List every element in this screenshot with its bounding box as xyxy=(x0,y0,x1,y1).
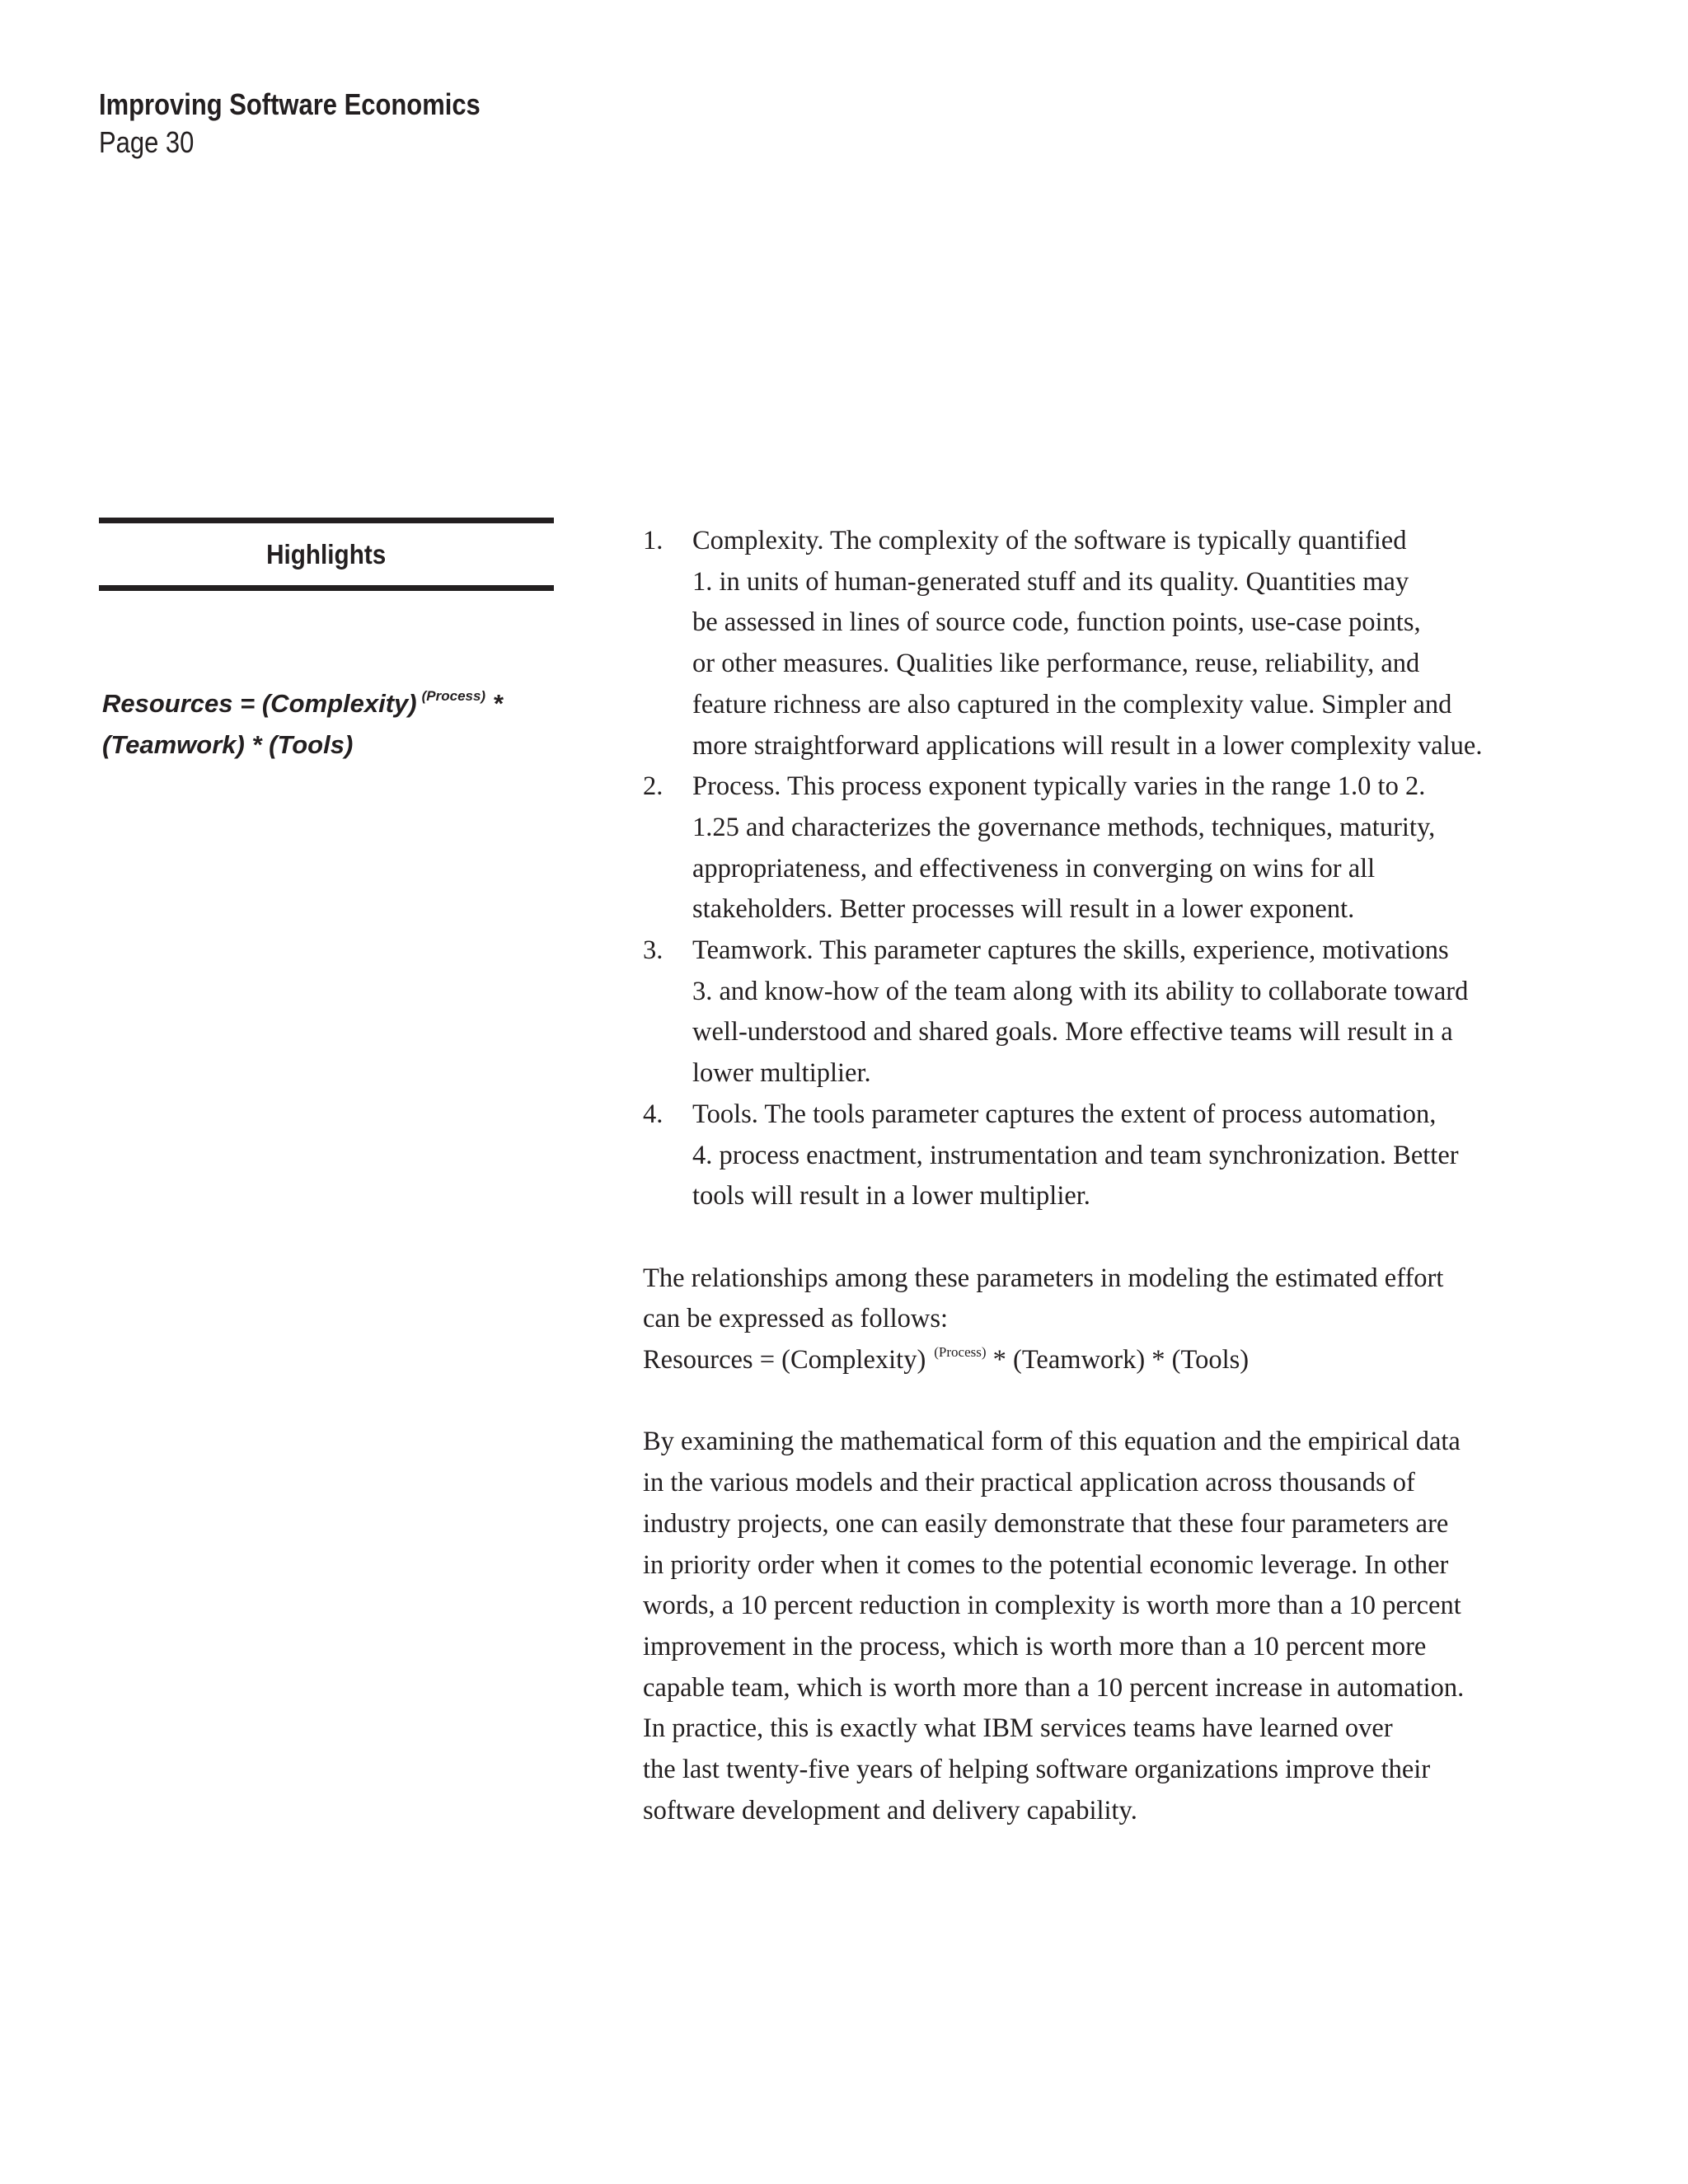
closing-paragraph xyxy=(643,1422,1558,1831)
highlights-title: Highlights xyxy=(266,538,387,569)
highlights-sidebar xyxy=(99,518,554,766)
list-number: 4. xyxy=(643,1099,663,1129)
list-line: 3. and know-how of the team along with its ability to collaborate toward xyxy=(692,976,1469,1006)
list-line: 1. Complexity. The complexity of the software is typically quantified xyxy=(643,521,1558,562)
document-title: Improving Software Economics xyxy=(99,87,481,121)
paragraph-line: in the various models and their practical application across thousands of xyxy=(643,1468,1415,1498)
paragraph-gap xyxy=(643,1217,1558,1258)
sidebar-formula-line-1 xyxy=(102,683,554,724)
list-line: 1.25 and characterizes the governance methods, techniques, maturity, xyxy=(692,812,1436,842)
paragraph-line: industry projects, one can easily demonstrate that these four parameters are xyxy=(643,1508,1449,1539)
list-item xyxy=(643,521,1558,766)
list-number: 1. xyxy=(643,526,663,555)
list-line: 3. Teamwork. This parameter captures the skills, experience, motivations xyxy=(643,930,1558,972)
list-line: 1. in units of human-generated stuff and its quality. Quantities may xyxy=(692,566,1409,597)
list-item xyxy=(643,766,1558,930)
paragraph-line: In practice, this is exactly what IBM services teams have learned over xyxy=(643,1713,1393,1744)
list-item xyxy=(643,1094,1558,1217)
sidebar-formula-base: Resources = (Complexity) xyxy=(102,689,417,718)
sidebar-formula-exponent: (Process) xyxy=(421,688,486,704)
paragraph-line: improvement in the process, which is worth more than a 10 percent more xyxy=(643,1631,1427,1661)
paragraph-line: words, a 10 percent reduction in complexity is worth more than a 10 percent xyxy=(643,1591,1461,1621)
list-line: 4. process enactment, instrumentation and team synchronization. Better xyxy=(692,1140,1459,1170)
formula-rest: * (Teamwork) * (Tools) xyxy=(986,1345,1250,1376)
paragraph-line: software development and delivery capability. xyxy=(643,1795,1137,1825)
relationships-paragraph xyxy=(643,1258,1558,1381)
list-line: or other measures. Qualities like performance, reuse, reliability, and xyxy=(692,649,1420,679)
list-item xyxy=(643,930,1558,1094)
list-line: 2. Process. This process exponent typically varies in the range 1.0 to 2. xyxy=(643,766,1558,808)
formula-base: Resources = (Complexity) xyxy=(643,1345,926,1376)
formula-exponent: (Process) xyxy=(934,1344,987,1361)
paragraph-line: the last twenty-five years of helping software organizations improve their xyxy=(643,1755,1431,1785)
page-number: Page 30 xyxy=(99,125,195,159)
list-line: well-understood and shared goals. More effective teams will result in a xyxy=(692,1017,1453,1047)
list-line: tools will result in a lower multiplier. xyxy=(692,1181,1090,1212)
highlights-box xyxy=(99,518,554,591)
resources-formula xyxy=(643,1340,1558,1381)
paragraph-line: capable team, which is worth more than a 10 percent increase in automation. xyxy=(643,1672,1465,1703)
list-line: feature richness are also captured in the complexity value. Simpler and xyxy=(692,689,1452,719)
list-number: 2. xyxy=(643,771,663,802)
sidebar-formula xyxy=(102,683,554,766)
list-line: be assessed in lines of source code, function points, use-case points, xyxy=(692,607,1421,638)
paragraph-line: in priority order when it comes to the potential economic leverage. In other xyxy=(643,1549,1449,1580)
main-text xyxy=(643,521,1558,1831)
sidebar-formula-line-2: (Teamwork) * (Tools) xyxy=(102,730,354,759)
paragraph-line: The relationships among these parameters in modeling the estimated effort xyxy=(643,1263,1444,1293)
list-line: more straightforward applications will result in a lower complexity value. xyxy=(692,730,1483,761)
parameter-list xyxy=(643,521,1558,1217)
paragraph-gap xyxy=(643,1381,1558,1422)
list-line: stakeholders. Better processes will result in a lower exponent. xyxy=(692,894,1355,925)
list-line: appropriateness, and effectiveness in converging on wins for all xyxy=(692,853,1376,883)
list-line: lower multiplier. xyxy=(692,1058,871,1089)
sidebar-formula-operator: * xyxy=(485,689,503,718)
paragraph-line: can be expressed as follows: xyxy=(643,1304,949,1334)
paragraph-line: By examining the mathematical form of this equation and the empirical data xyxy=(643,1427,1461,1457)
list-number: 3. xyxy=(643,935,663,966)
list-line: 4. Tools. The tools parameter captures the extent of process automation, xyxy=(643,1094,1558,1136)
page-header xyxy=(99,86,542,162)
